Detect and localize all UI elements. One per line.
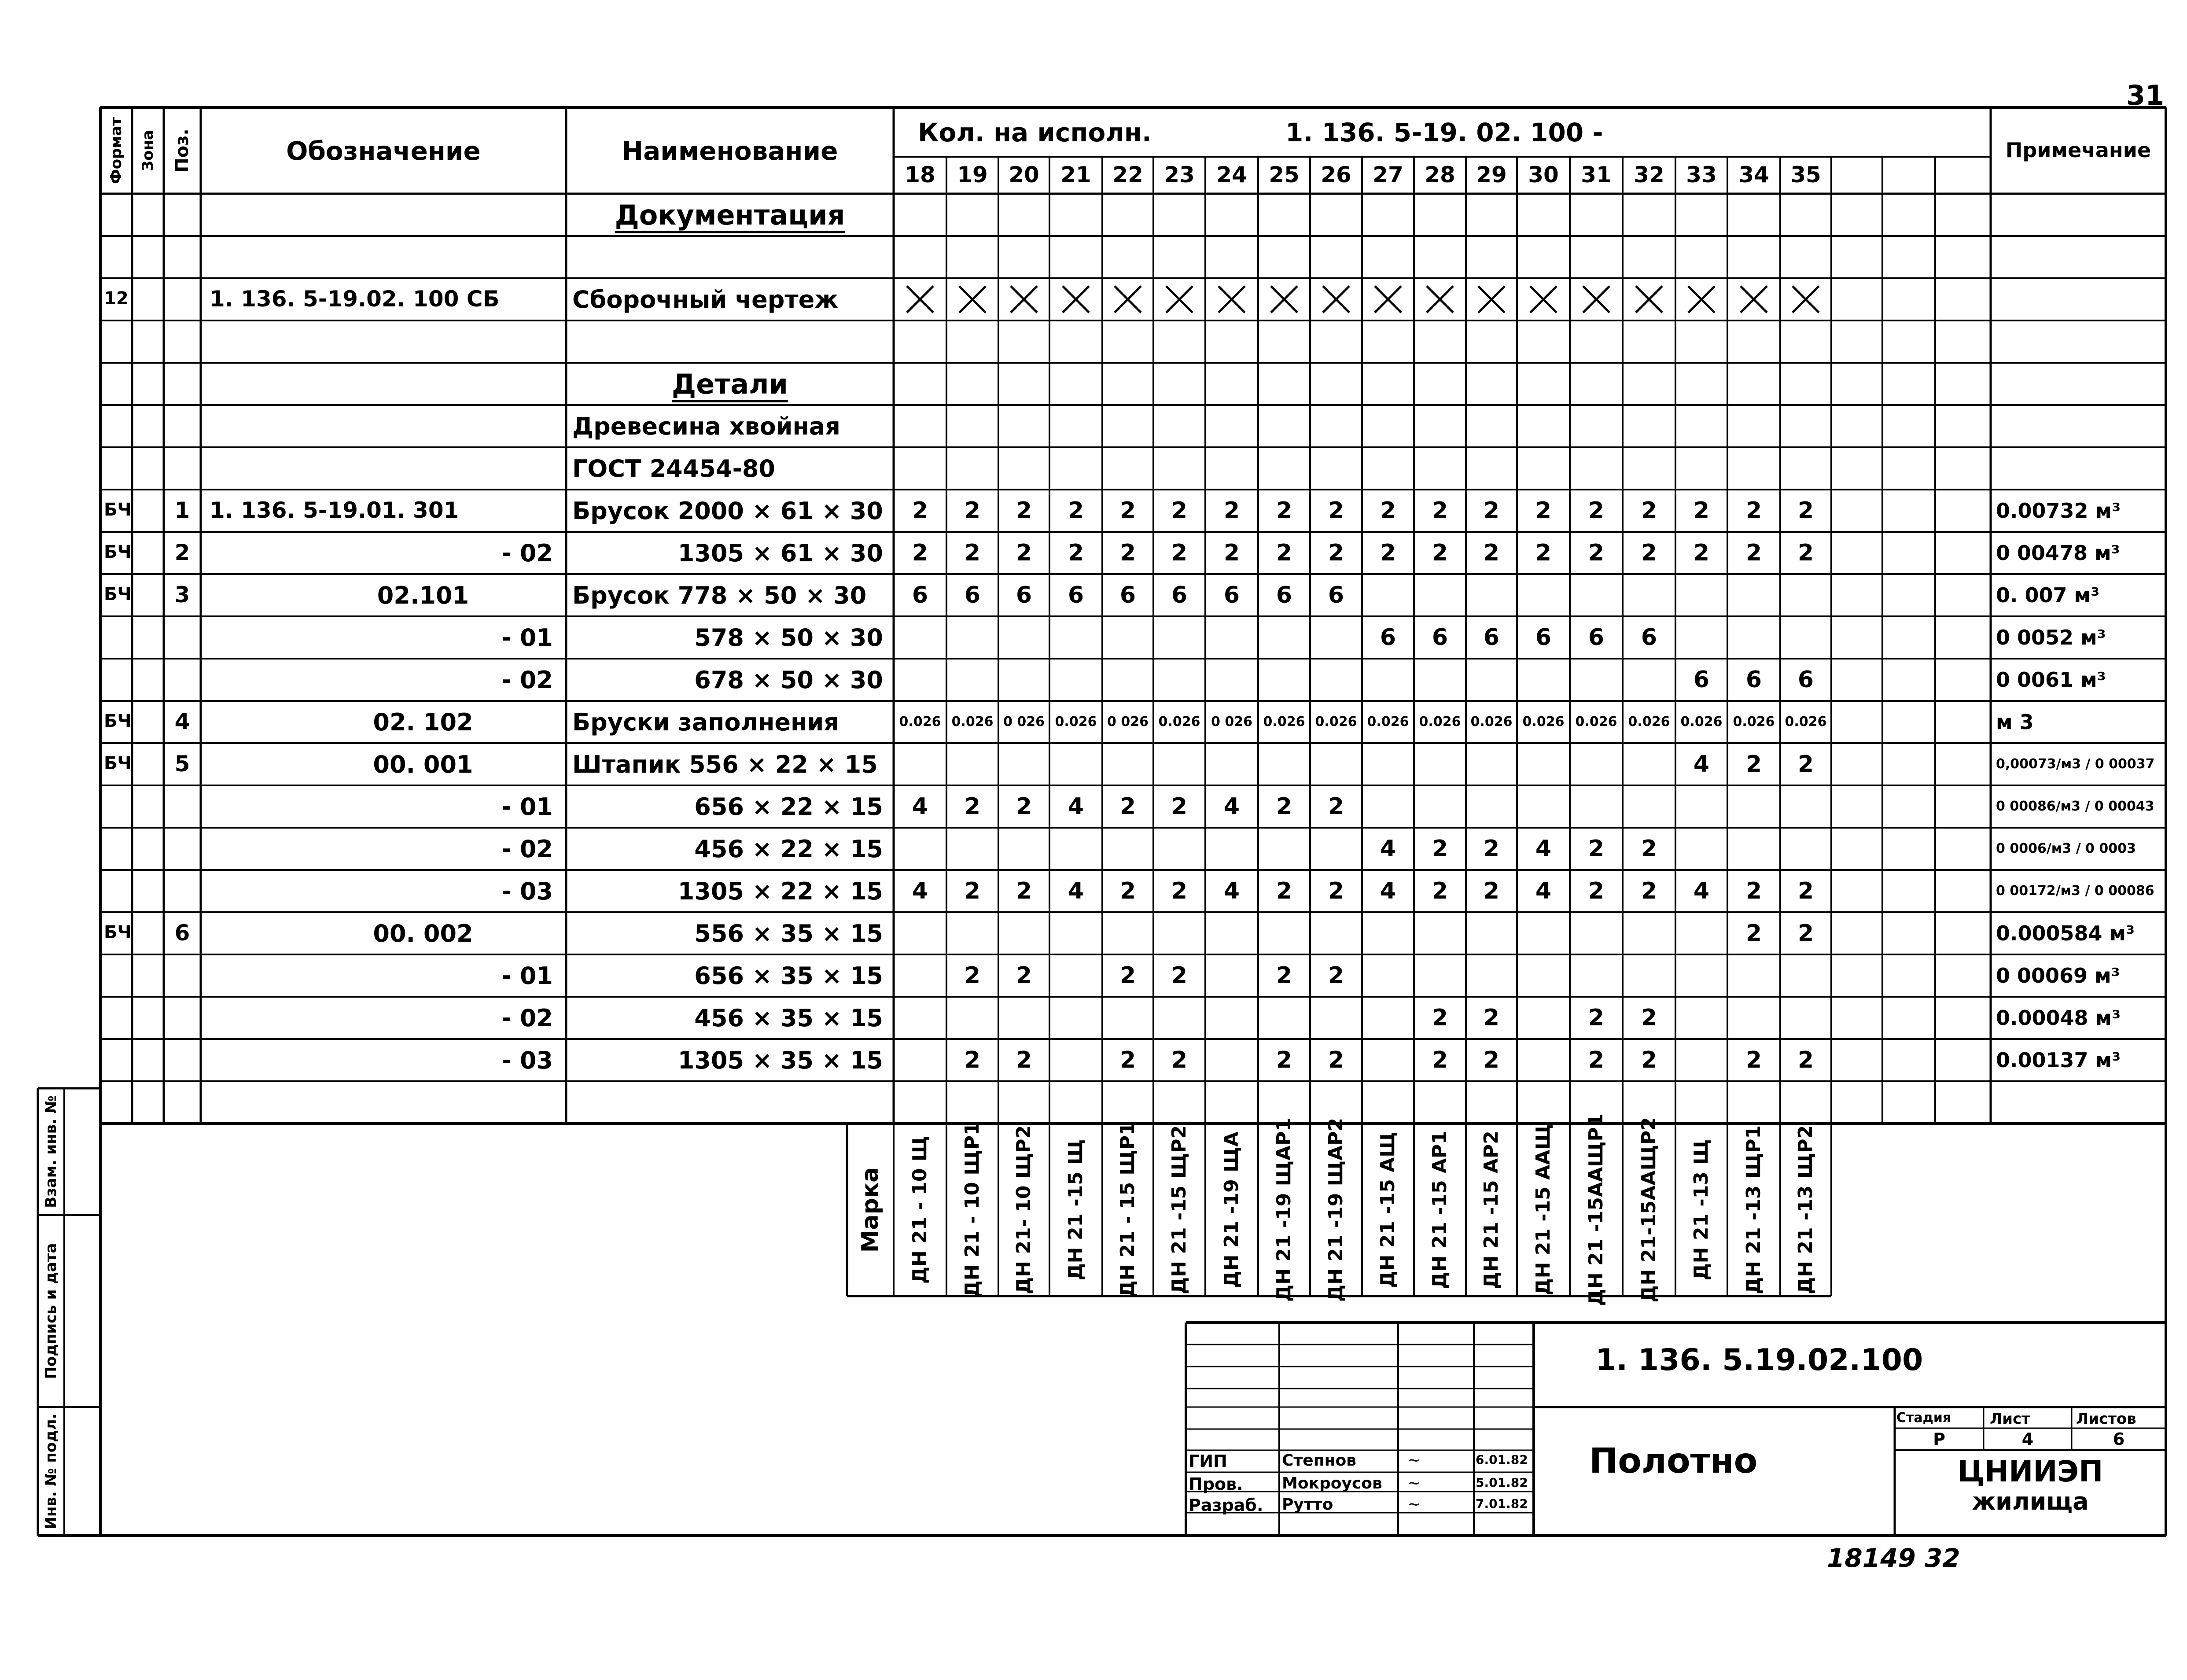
row-note: 0.00732 м³ xyxy=(1996,499,2121,523)
quantity: 2 xyxy=(1641,497,1657,524)
row-position: 1 xyxy=(174,497,190,523)
marka-value: ДН 21 -15 АЩ xyxy=(1377,1131,1399,1288)
quantity: 2 xyxy=(1432,878,1448,904)
variant-header-20: 20 xyxy=(1009,162,1039,188)
row-designation: 00. 002 xyxy=(373,920,473,947)
row-note: м 3 xyxy=(1996,710,2034,734)
row-name: Сборочный чертеж xyxy=(572,286,839,313)
quantity: 2 xyxy=(1276,540,1292,566)
row-note: 0 0052 м³ xyxy=(1996,626,2106,649)
row-name: Брусок 2000 × 61 × 30 xyxy=(572,497,883,525)
variant-header-27: 27 xyxy=(1373,162,1403,188)
quantity: 6 xyxy=(1276,582,1292,608)
quantity: 2 xyxy=(1016,878,1032,904)
person-name: Степнов xyxy=(1282,1452,1356,1470)
quantity: 0.026 xyxy=(1263,714,1305,729)
side-stamp-inv: Инв. № подл. xyxy=(42,1413,60,1529)
marka-value: ДН 21 - 15 ЩР1 xyxy=(1116,1122,1139,1298)
row-position: 5 xyxy=(174,751,190,777)
quantity: 2 xyxy=(964,1047,981,1073)
quantity: 2 xyxy=(1588,836,1605,862)
marka-value: ДН 21 -13 Щ xyxy=(1690,1139,1712,1281)
quantity: 0.026 xyxy=(1055,714,1097,729)
quantity: 2 xyxy=(1171,497,1188,524)
quantity: 2 xyxy=(1432,1047,1448,1073)
row-position: 4 xyxy=(174,709,190,734)
quantity: 2 xyxy=(912,540,928,566)
quantity: 6 xyxy=(1068,582,1084,608)
header-qty-label: Кол. на исполн. xyxy=(918,118,1152,147)
row-note: 0. 007 м³ xyxy=(1996,583,2100,607)
quantity: 2 xyxy=(1797,540,1814,566)
marka-value: ДН 21 -13 ЩР1 xyxy=(1742,1125,1765,1294)
variant-header-30: 30 xyxy=(1528,162,1559,188)
row-designation: - 02 xyxy=(501,835,553,863)
quantity: 2 xyxy=(1380,540,1396,566)
row-format: БЧ xyxy=(104,584,132,604)
variant-header-34: 34 xyxy=(1738,162,1769,188)
quantity: 6 xyxy=(1223,582,1240,608)
row-position: 6 xyxy=(174,920,190,946)
row-name: Бруски заполнения xyxy=(572,708,839,736)
quantity: 0.026 xyxy=(1419,714,1461,729)
quantity: 0.026 xyxy=(1785,714,1827,729)
quantity: 4 xyxy=(1535,878,1552,904)
signature: ~ xyxy=(1407,1450,1421,1470)
page-number: 31 xyxy=(2126,79,2165,111)
marka-value: ДН 21 -15 Щ xyxy=(1064,1139,1087,1281)
section-title: Документация xyxy=(615,199,845,231)
row-name: Штапик 556 × 22 × 15 xyxy=(572,751,878,778)
person-name: Рутто xyxy=(1282,1496,1333,1514)
row-note: 0,00073/м3 / 0 00037 xyxy=(1996,756,2155,772)
row-name: 1305 × 35 × 15 xyxy=(677,1046,883,1074)
quantity: 2 xyxy=(1483,497,1500,524)
quantity: 2 xyxy=(1171,1047,1188,1073)
sign-date: 5.01.82 xyxy=(1476,1475,1528,1490)
marka-value: ДН 21 -19 ЩА xyxy=(1220,1131,1243,1288)
person-name: Мокроусов xyxy=(1282,1474,1382,1492)
quantity: 2 xyxy=(1223,540,1240,566)
marka-value: ДН 21 - 10 Щ xyxy=(909,1135,931,1284)
quantity: 0.026 xyxy=(1680,714,1723,729)
quantity: 0 026 xyxy=(1211,714,1252,729)
quantity: 4 xyxy=(1693,751,1710,777)
quantity: 0.026 xyxy=(1575,714,1617,729)
quantity: 4 xyxy=(1068,793,1084,820)
quantity: 0.026 xyxy=(951,714,994,729)
side-stamp-replace: Взам. инв. № xyxy=(42,1095,60,1208)
quantity: 2 xyxy=(1016,540,1032,566)
marka-value: ДН 21 -19 ЩАР1 xyxy=(1273,1118,1295,1302)
quantity: 2 xyxy=(1328,1047,1344,1073)
quantity: 2 xyxy=(1119,540,1136,566)
stage-label: Стадия xyxy=(1896,1410,1951,1426)
quantity: 6 xyxy=(1432,624,1448,651)
quantity: 2 xyxy=(1432,497,1448,524)
marka-value: ДН 21 -15 АР1 xyxy=(1429,1131,1451,1289)
row-designation: - 02 xyxy=(501,666,553,694)
quantity: 2 xyxy=(1588,878,1605,904)
row-position: 3 xyxy=(174,582,190,608)
row-designation: 00. 001 xyxy=(373,751,473,778)
header-zone: Зона xyxy=(139,130,157,171)
quantity: 2 xyxy=(1797,751,1814,777)
quantity: 0.026 xyxy=(1367,714,1409,729)
signature: ~ xyxy=(1407,1494,1421,1514)
quantity: 6 xyxy=(1693,667,1710,693)
quantity: 2 xyxy=(1641,836,1657,862)
quantity: 2 xyxy=(1223,497,1240,524)
quantity: 2 xyxy=(1745,1047,1762,1073)
quantity: 2 xyxy=(1745,878,1762,904)
quantity: 2 xyxy=(1588,540,1605,566)
sheet-number-bottom: 18149 32 xyxy=(1827,1543,1960,1573)
quantity: 0.026 xyxy=(1158,714,1200,729)
row-note: 0.000584 м³ xyxy=(1996,921,2135,945)
quantity: 2 xyxy=(1535,497,1552,524)
quantity: 2 xyxy=(964,793,981,820)
row-name: 456 × 22 × 15 xyxy=(694,835,883,863)
variant-header-23: 23 xyxy=(1164,162,1195,188)
quantity: 6 xyxy=(1745,667,1762,693)
stage-value: Р xyxy=(1933,1429,1945,1449)
quantity: 2 xyxy=(1693,540,1710,566)
quantity: 2 xyxy=(1693,497,1710,524)
quantity: 2 xyxy=(1119,962,1136,989)
side-stamp-sign: Подпись и дата xyxy=(42,1243,60,1379)
quantity: 2 xyxy=(1016,793,1032,820)
variant-header-33: 33 xyxy=(1686,162,1717,188)
quantity: 2 xyxy=(964,497,981,524)
row-name: 456 × 35 × 15 xyxy=(694,1004,883,1032)
quantity: 4 xyxy=(1223,793,1240,820)
row-designation: - 01 xyxy=(501,793,553,821)
quantity: 2 xyxy=(1483,1005,1500,1031)
signature: ~ xyxy=(1407,1473,1421,1492)
quantity: 6 xyxy=(1588,624,1605,651)
quantity: 4 xyxy=(1380,878,1396,904)
quantity: 6 xyxy=(964,582,981,608)
quantity: 2 xyxy=(1016,962,1032,989)
quantity: 2 xyxy=(1797,878,1814,904)
quantity: 2 xyxy=(912,497,928,524)
quantity: 2 xyxy=(1328,540,1344,566)
quantity: 2 xyxy=(1432,1005,1448,1031)
marka-value: ДН 21 -15ААЩР1 xyxy=(1585,1113,1607,1306)
quantity: 2 xyxy=(1745,920,1762,947)
variant-header-22: 22 xyxy=(1112,162,1143,188)
variant-header-25: 25 xyxy=(1269,162,1300,188)
quantity: 2 xyxy=(1276,793,1292,820)
row-format: БЧ xyxy=(104,500,132,520)
row-designation: - 01 xyxy=(501,624,553,652)
quantity: 2 xyxy=(1588,1047,1605,1073)
quantity: 6 xyxy=(1380,624,1396,651)
quantity: 6 xyxy=(1797,667,1814,693)
row-note: 0 00086/м3 / 0 00043 xyxy=(1996,799,2154,814)
row-note: 0 0006/м3 / 0 0003 xyxy=(1996,841,2136,856)
quantity: 4 xyxy=(912,878,928,904)
section-title: Детали xyxy=(672,368,788,400)
title-name: Полотно xyxy=(1589,1441,1758,1481)
row-position: 2 xyxy=(174,540,190,565)
quantity: 2 xyxy=(1328,497,1344,524)
quantity: 2 xyxy=(1119,1047,1136,1073)
quantity: 2 xyxy=(1276,878,1292,904)
marka-value: ДН 21 - 10 ЩР1 xyxy=(961,1122,983,1298)
quantity: 2 xyxy=(1483,1047,1500,1073)
row-designation: 02.101 xyxy=(377,582,469,609)
row-name: Древесина хвойная xyxy=(572,413,840,440)
quantity: 2 xyxy=(1119,793,1136,820)
quantity: 2 xyxy=(964,962,981,989)
quantity: 2 xyxy=(1588,497,1605,524)
quantity: 4 xyxy=(1693,878,1710,904)
quantity: 2 xyxy=(1328,962,1344,989)
quantity: 2 xyxy=(1276,962,1292,989)
sign-date: 7.01.82 xyxy=(1476,1496,1528,1511)
quantity: 2 xyxy=(964,540,981,566)
marka-value: ДН 21 -15 ААЩ xyxy=(1532,1124,1554,1296)
row-name: 578 × 50 × 30 xyxy=(694,624,883,652)
variant-header-24: 24 xyxy=(1216,162,1247,188)
row-format: 12 xyxy=(104,288,129,309)
row-note: 0.00137 м³ xyxy=(1996,1048,2121,1072)
quantity: 2 xyxy=(1016,497,1032,524)
quantity: 0.026 xyxy=(1315,714,1357,729)
quantity: 4 xyxy=(1223,878,1240,904)
quantity: 2 xyxy=(1276,497,1292,524)
header-note: Примечание xyxy=(2005,138,2151,162)
row-note: 0.00048 м³ xyxy=(1996,1006,2121,1030)
header-pos: Поз. xyxy=(172,129,192,173)
row-name: 656 × 35 × 15 xyxy=(694,962,883,990)
quantity: 0 026 xyxy=(1003,714,1045,729)
quantity: 6 xyxy=(1119,582,1136,608)
row-name: Брусок 778 × 50 × 30 xyxy=(572,582,867,609)
quantity: 2 xyxy=(1171,540,1188,566)
quantity: 2 xyxy=(1745,497,1762,524)
row-designation: - 01 xyxy=(501,962,553,990)
title-designation: 1. 136. 5.19.02.100 xyxy=(1595,1343,1923,1378)
quantity: 6 xyxy=(1535,624,1552,651)
quantity: 2 xyxy=(1483,836,1500,862)
row-designation: 02. 102 xyxy=(373,708,473,736)
quantity: 2 xyxy=(1068,497,1084,524)
quantity: 2 xyxy=(1588,1005,1605,1031)
quantity: 0.026 xyxy=(1470,714,1513,729)
row-designation: 1. 136. 5-19.02. 100 СБ xyxy=(210,286,500,312)
sheet-label: Лист xyxy=(1990,1410,2030,1428)
quantity: 2 xyxy=(1797,1047,1814,1073)
quantity: 2 xyxy=(1535,540,1552,566)
row-name: ГОСТ 24454-80 xyxy=(572,455,776,483)
quantity: 2 xyxy=(1171,878,1188,904)
row-designation: - 02 xyxy=(501,539,553,567)
variant-header-26: 26 xyxy=(1321,162,1351,188)
header-qty-base: 1. 136. 5-19. 02. 100 - xyxy=(1285,118,1603,147)
row-designation: 1. 136. 5-19.01. 301 xyxy=(210,497,459,523)
quantity: 2 xyxy=(1276,1047,1292,1073)
quantity: 6 xyxy=(1171,582,1188,608)
row-name: 678 × 50 × 30 xyxy=(694,666,883,694)
quantity: 2 xyxy=(1328,878,1344,904)
sheets-label: Листов xyxy=(2076,1410,2136,1428)
row-designation: - 03 xyxy=(501,1046,553,1074)
variant-header-35: 35 xyxy=(1790,162,1821,188)
header-name: Наименование xyxy=(622,136,838,166)
row-note: 0 00069 м³ xyxy=(1996,964,2120,987)
quantity: 2 xyxy=(1483,878,1500,904)
marka-value: ДН 21 -15 АР2 xyxy=(1480,1131,1502,1289)
variant-header-28: 28 xyxy=(1425,162,1455,188)
variant-header-31: 31 xyxy=(1581,162,1612,188)
row-designation: - 02 xyxy=(501,1004,553,1032)
row-format: БЧ xyxy=(104,753,132,774)
marka-value: ДН 21 -13 ЩР2 xyxy=(1794,1125,1817,1294)
quantity: 0.026 xyxy=(899,714,941,729)
variant-header-29: 29 xyxy=(1476,162,1507,188)
variant-header-21: 21 xyxy=(1060,162,1091,188)
sheets-value: 6 xyxy=(2113,1429,2125,1449)
quantity: 2 xyxy=(1432,836,1448,862)
quantity: 6 xyxy=(1016,582,1032,608)
quantity: 4 xyxy=(1535,836,1552,862)
quantity: 2 xyxy=(964,878,981,904)
quantity: 2 xyxy=(1432,540,1448,566)
quantity: 6 xyxy=(1641,624,1657,651)
quantity: 2 xyxy=(1068,540,1084,566)
marka-value: ДН 21 -19 ЩАР2 xyxy=(1325,1118,1347,1302)
quantity: 2 xyxy=(1380,497,1396,524)
row-format: БЧ xyxy=(104,542,132,562)
quantity: 2 xyxy=(1745,540,1762,566)
marka-value: ДН 21-15ААЩР2 xyxy=(1638,1117,1660,1303)
quantity: 2 xyxy=(1483,540,1500,566)
row-name: 1305 × 22 × 15 xyxy=(677,877,883,905)
variant-header-19: 19 xyxy=(957,162,988,188)
row-format: БЧ xyxy=(104,711,132,731)
row-designation: - 03 xyxy=(501,877,553,905)
marka-value: ДН 21 -15 ЩР2 xyxy=(1168,1125,1190,1294)
quantity: 4 xyxy=(912,793,928,820)
quantity: 0.026 xyxy=(1733,714,1775,729)
row-name: 556 × 35 × 15 xyxy=(694,920,883,947)
variant-header-18: 18 xyxy=(905,162,935,188)
org-name-2: жилища xyxy=(1972,1488,2089,1515)
marka-label: Марка xyxy=(857,1167,884,1253)
quantity: 2 xyxy=(1641,878,1657,904)
role-label: ГИП xyxy=(1189,1452,1227,1471)
marka-value: ДН 21- 10 ЩР2 xyxy=(1012,1125,1035,1294)
quantity: 4 xyxy=(1068,878,1084,904)
quantity: 6 xyxy=(1328,582,1344,608)
quantity: 0.026 xyxy=(1522,714,1565,729)
row-note: 0 00172/м3 / 0 00086 xyxy=(1996,883,2154,899)
quantity: 6 xyxy=(912,582,928,608)
quantity: 2 xyxy=(1119,878,1136,904)
role-label: Пров. xyxy=(1189,1474,1243,1494)
quantity: 2 xyxy=(1119,497,1136,524)
quantity: 2 xyxy=(1016,1047,1032,1073)
quantity: 2 xyxy=(1797,920,1814,947)
role-label: Разраб. xyxy=(1189,1496,1263,1515)
sign-date: 6.01.82 xyxy=(1476,1452,1528,1467)
header-format: Формат xyxy=(107,117,125,184)
sheet-value: 4 xyxy=(2021,1429,2034,1449)
row-name: 656 × 22 × 15 xyxy=(694,793,883,821)
quantity: 4 xyxy=(1380,836,1396,862)
row-note: 0 00478 м³ xyxy=(1996,541,2120,565)
row-format: БЧ xyxy=(104,922,132,943)
header-designation: Обозначение xyxy=(286,136,481,166)
org-name: ЦНИИЭП xyxy=(1957,1455,2103,1488)
quantity: 2 xyxy=(1797,497,1814,524)
quantity: 2 xyxy=(1641,540,1657,566)
quantity: 2 xyxy=(1745,751,1762,777)
quantity: 2 xyxy=(1328,793,1344,820)
row-name: 1305 × 61 × 30 xyxy=(677,539,883,567)
variant-header-32: 32 xyxy=(1634,162,1664,188)
quantity: 2 xyxy=(1171,793,1188,820)
quantity: 0.026 xyxy=(1628,714,1670,729)
quantity: 2 xyxy=(1641,1005,1657,1031)
quantity: 2 xyxy=(1641,1047,1657,1073)
quantity: 6 xyxy=(1483,624,1500,651)
row-note: 0 0061 м³ xyxy=(1996,668,2106,692)
quantity: 2 xyxy=(1171,962,1188,989)
quantity: 0 026 xyxy=(1107,714,1149,729)
